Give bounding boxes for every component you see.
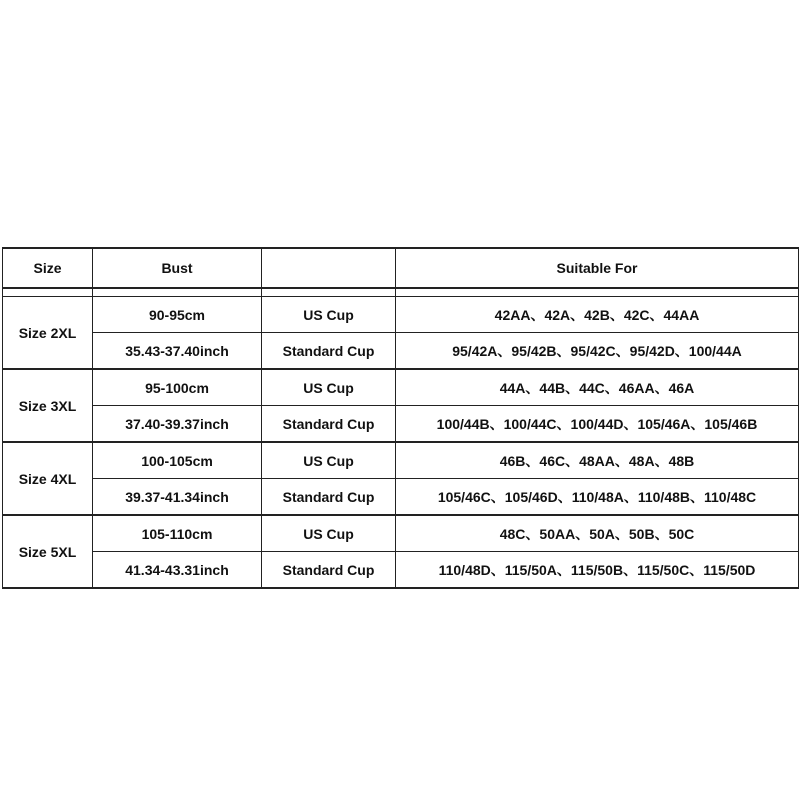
size-label: Size 3XL [3, 369, 93, 442]
bust-value: 95-100cm [93, 369, 262, 406]
cup-type: Standard Cup [262, 479, 396, 516]
table-row [3, 333, 799, 370]
header-suitable-for: Suitable For [396, 248, 799, 288]
size-chart-table [2, 247, 799, 589]
bust-value: 35.43-37.40inch [93, 333, 262, 370]
suitable-for-value: 46B、46C、48AA、48A、48B [396, 442, 799, 479]
bust-value: 37.40-39.37inch [93, 406, 262, 443]
cup-type: US Cup [262, 297, 396, 333]
header-size: Size [3, 248, 93, 288]
bust-value: 100-105cm [93, 442, 262, 479]
table-row [3, 369, 799, 406]
table-row [3, 442, 799, 479]
size-label: Size 5XL [3, 515, 93, 588]
suitable-for-value: 95/42A、95/42B、95/42C、95/42D、100/44A [396, 333, 799, 370]
header-bust: Bust [93, 248, 262, 288]
cup-type: Standard Cup [262, 333, 396, 370]
size-label: Size 2XL [3, 297, 93, 370]
table-row [3, 552, 799, 589]
table-row [3, 406, 799, 443]
suitable-for-value: 105/46C、105/46D、110/48A、110/48B、110/48C [396, 479, 799, 516]
header-row [3, 248, 799, 288]
size-label: Size 4XL [3, 442, 93, 515]
bust-value: 41.34-43.31inch [93, 552, 262, 589]
spacer-row [3, 288, 799, 297]
cup-type: US Cup [262, 442, 396, 479]
cup-type: US Cup [262, 515, 396, 552]
bust-value: 39.37-41.34inch [93, 479, 262, 516]
suitable-for-value: 48C、50AA、50A、50B、50C [396, 515, 799, 552]
suitable-for-value: 110/48D、115/50A、115/50B、115/50C、115/50D [396, 552, 799, 589]
suitable-for-value: 42AA、42A、42B、42C、44AA [396, 297, 799, 333]
cup-type: Standard Cup [262, 552, 396, 589]
header-type [262, 248, 396, 288]
bust-value: 105-110cm [93, 515, 262, 552]
suitable-for-value: 44A、44B、44C、46AA、46A [396, 369, 799, 406]
table-row [3, 515, 799, 552]
bust-value: 90-95cm [93, 297, 262, 333]
table-row [3, 297, 799, 333]
suitable-for-value: 100/44B、100/44C、100/44D、105/46A、105/46B [396, 406, 799, 443]
cup-type: US Cup [262, 369, 396, 406]
cup-type: Standard Cup [262, 406, 396, 443]
table-row [3, 479, 799, 516]
